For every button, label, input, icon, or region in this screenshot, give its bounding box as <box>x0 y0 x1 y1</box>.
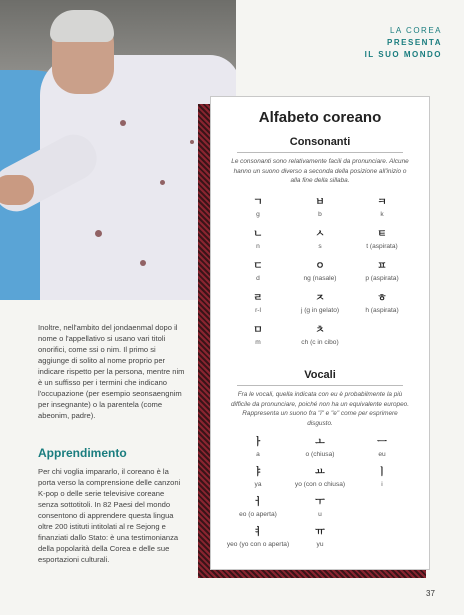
vowel-cell <box>225 497 291 519</box>
consonant-cell <box>349 293 415 315</box>
section-line-2: PRESENTA <box>387 38 442 47</box>
hangul-glyph: ㄱ <box>253 197 263 208</box>
photo-hand <box>0 175 34 205</box>
romanization: t (aspirata) <box>366 243 398 250</box>
romanization: yu <box>316 541 324 548</box>
hangul-glyph: ㅡ <box>377 437 387 448</box>
hangul-glyph: ㅕ <box>253 527 263 538</box>
hangul-glyph: ㄷ <box>253 261 263 272</box>
hangul-glyph: ㄴ <box>253 229 263 240</box>
romanization: o (chiusa) <box>305 451 335 458</box>
paint-spot <box>95 230 102 237</box>
romanization: yeo (yo con o aperta) <box>226 541 290 548</box>
hangul-glyph: ㅇ <box>315 261 325 272</box>
consonants-intro: Le consonanti sono relativamente facili da pronunciare. Alcune hanno un suono diverso a seconda della posizione all'inizio o alla fine della sillaba. <box>231 158 409 184</box>
romanization: ch (c in cibo) <box>301 339 339 346</box>
article-paragraph-2: Per chi voglia impararlo, il coreano è la porta verso la comprensione delle canzoni K-pop o delle serie televisive coreane senza sottotitoli. In 82 Paesi del mondo consentono di apprendere questa lingua oltre 200 istituti intitolati al re Sejong e finanziati dallo Stato: è una testimonianza della popolarità della Corea e delle sue esportazioni culturali. <box>38 467 181 564</box>
romanization: u <box>318 511 322 518</box>
consonant-cell <box>287 325 353 347</box>
page-number: 37 <box>426 589 435 598</box>
consonant-cell <box>225 197 291 219</box>
romanization: h (aspirata) <box>365 307 399 314</box>
vowel-cell <box>287 497 353 519</box>
romanization: p (aspirata) <box>365 275 399 282</box>
hangul-glyph: ㅍ <box>377 261 387 272</box>
romanization: eu <box>378 451 386 458</box>
hangul-glyph: ㅗ <box>315 437 325 448</box>
vowel-cell <box>287 467 353 489</box>
alphabet-panel <box>210 96 430 570</box>
romanization: yo (con o chiusa) <box>294 481 346 488</box>
vowel-cell <box>225 527 291 549</box>
paragraph-text: Inoltre, nell'ambito del jondaenmal dopo il nome o l'appellativo si usano vari titoli onorifici, come ssi o nim. Il primo si aggiunge di solito al nome proprio per indicare rispetto per la persona, mentre nim è un suffisso per i termini che indicano l'occupazione (per esempio seonsaengnim per insegnante) o la parentela (come abeonim, padre). <box>38 323 185 420</box>
romanization: i <box>381 481 383 488</box>
romanization: eo (o aperta) <box>239 511 277 518</box>
consonant-cell <box>287 197 353 219</box>
section-heading <box>365 25 442 61</box>
romanization: d <box>256 275 260 282</box>
vowel-cell <box>349 467 415 489</box>
hangul-glyph: ㅈ <box>315 293 325 304</box>
romanization: r-l <box>255 307 261 314</box>
vowel-cell <box>287 527 353 549</box>
paint-spot <box>120 120 126 126</box>
paint-spot <box>140 260 146 266</box>
romanization: ya <box>254 481 262 488</box>
vowels-heading: Vocali <box>304 369 336 381</box>
romanization: j (g in gelato) <box>300 307 340 314</box>
hangul-glyph: ㅠ <box>315 527 325 538</box>
romanization: g <box>256 211 260 218</box>
consonant-cell <box>349 261 415 283</box>
romanization: ng (nasale) <box>303 275 337 282</box>
hangul-glyph: ㅂ <box>315 197 325 208</box>
panel-title: Alfabeto coreano <box>258 109 382 126</box>
hangul-glyph: ㅅ <box>315 229 325 240</box>
hangul-glyph: ㅑ <box>253 467 263 478</box>
hangul-glyph: ㅊ <box>315 325 325 336</box>
hangul-glyph: ㅎ <box>377 293 387 304</box>
paint-spot <box>190 140 194 144</box>
hangul-glyph: ㅁ <box>253 325 263 336</box>
consonant-cell <box>287 293 353 315</box>
hangul-glyph: ㅏ <box>253 437 263 448</box>
article-paragraph-1 <box>38 322 186 421</box>
vowel-cell <box>225 467 291 489</box>
romanization: b <box>318 211 322 218</box>
section-line-1: LA COREA <box>389 26 442 35</box>
romanization: m <box>255 339 261 346</box>
vowel-cell <box>349 437 415 459</box>
romanization: a <box>256 451 260 458</box>
hangul-glyph: ㅜ <box>315 497 325 508</box>
consonant-cell <box>287 229 353 251</box>
romanization: n <box>256 243 260 250</box>
vowels-intro: Fra le vocali, quella indicata con eu è probabilmente la più difficile da pronunciare, poiché non ha un equivalente europeo. Rappresenta un suono fra "i" e "e" come per esprimere disgusto. <box>230 391 409 427</box>
consonant-cell <box>349 229 415 251</box>
romanization: k <box>380 211 384 218</box>
vowel-cell <box>225 437 291 459</box>
consonant-cell <box>287 261 353 283</box>
hangul-glyph: ㅋ <box>377 197 387 208</box>
photo-hair <box>50 10 114 42</box>
hangul-glyph: ㅣ <box>377 467 387 478</box>
hangul-glyph: ㅛ <box>315 467 325 478</box>
consonant-cell <box>225 229 291 251</box>
article-heading: Apprendimento <box>38 446 127 460</box>
consonant-cell <box>225 261 291 283</box>
section-line-3: IL SUO MONDO <box>364 50 442 59</box>
vowel-cell <box>287 437 353 459</box>
hangul-glyph: ㅓ <box>253 497 263 508</box>
hangul-glyph: ㄹ <box>253 293 263 304</box>
consonant-cell <box>225 293 291 315</box>
romanization: s <box>318 243 322 250</box>
consonants-heading: Consonanti <box>289 136 351 148</box>
hangul-glyph: ㅌ <box>377 229 387 240</box>
divider <box>237 152 403 153</box>
divider <box>237 385 403 386</box>
consonant-cell <box>225 325 291 347</box>
paint-spot <box>160 180 165 185</box>
consonant-cell <box>349 197 415 219</box>
